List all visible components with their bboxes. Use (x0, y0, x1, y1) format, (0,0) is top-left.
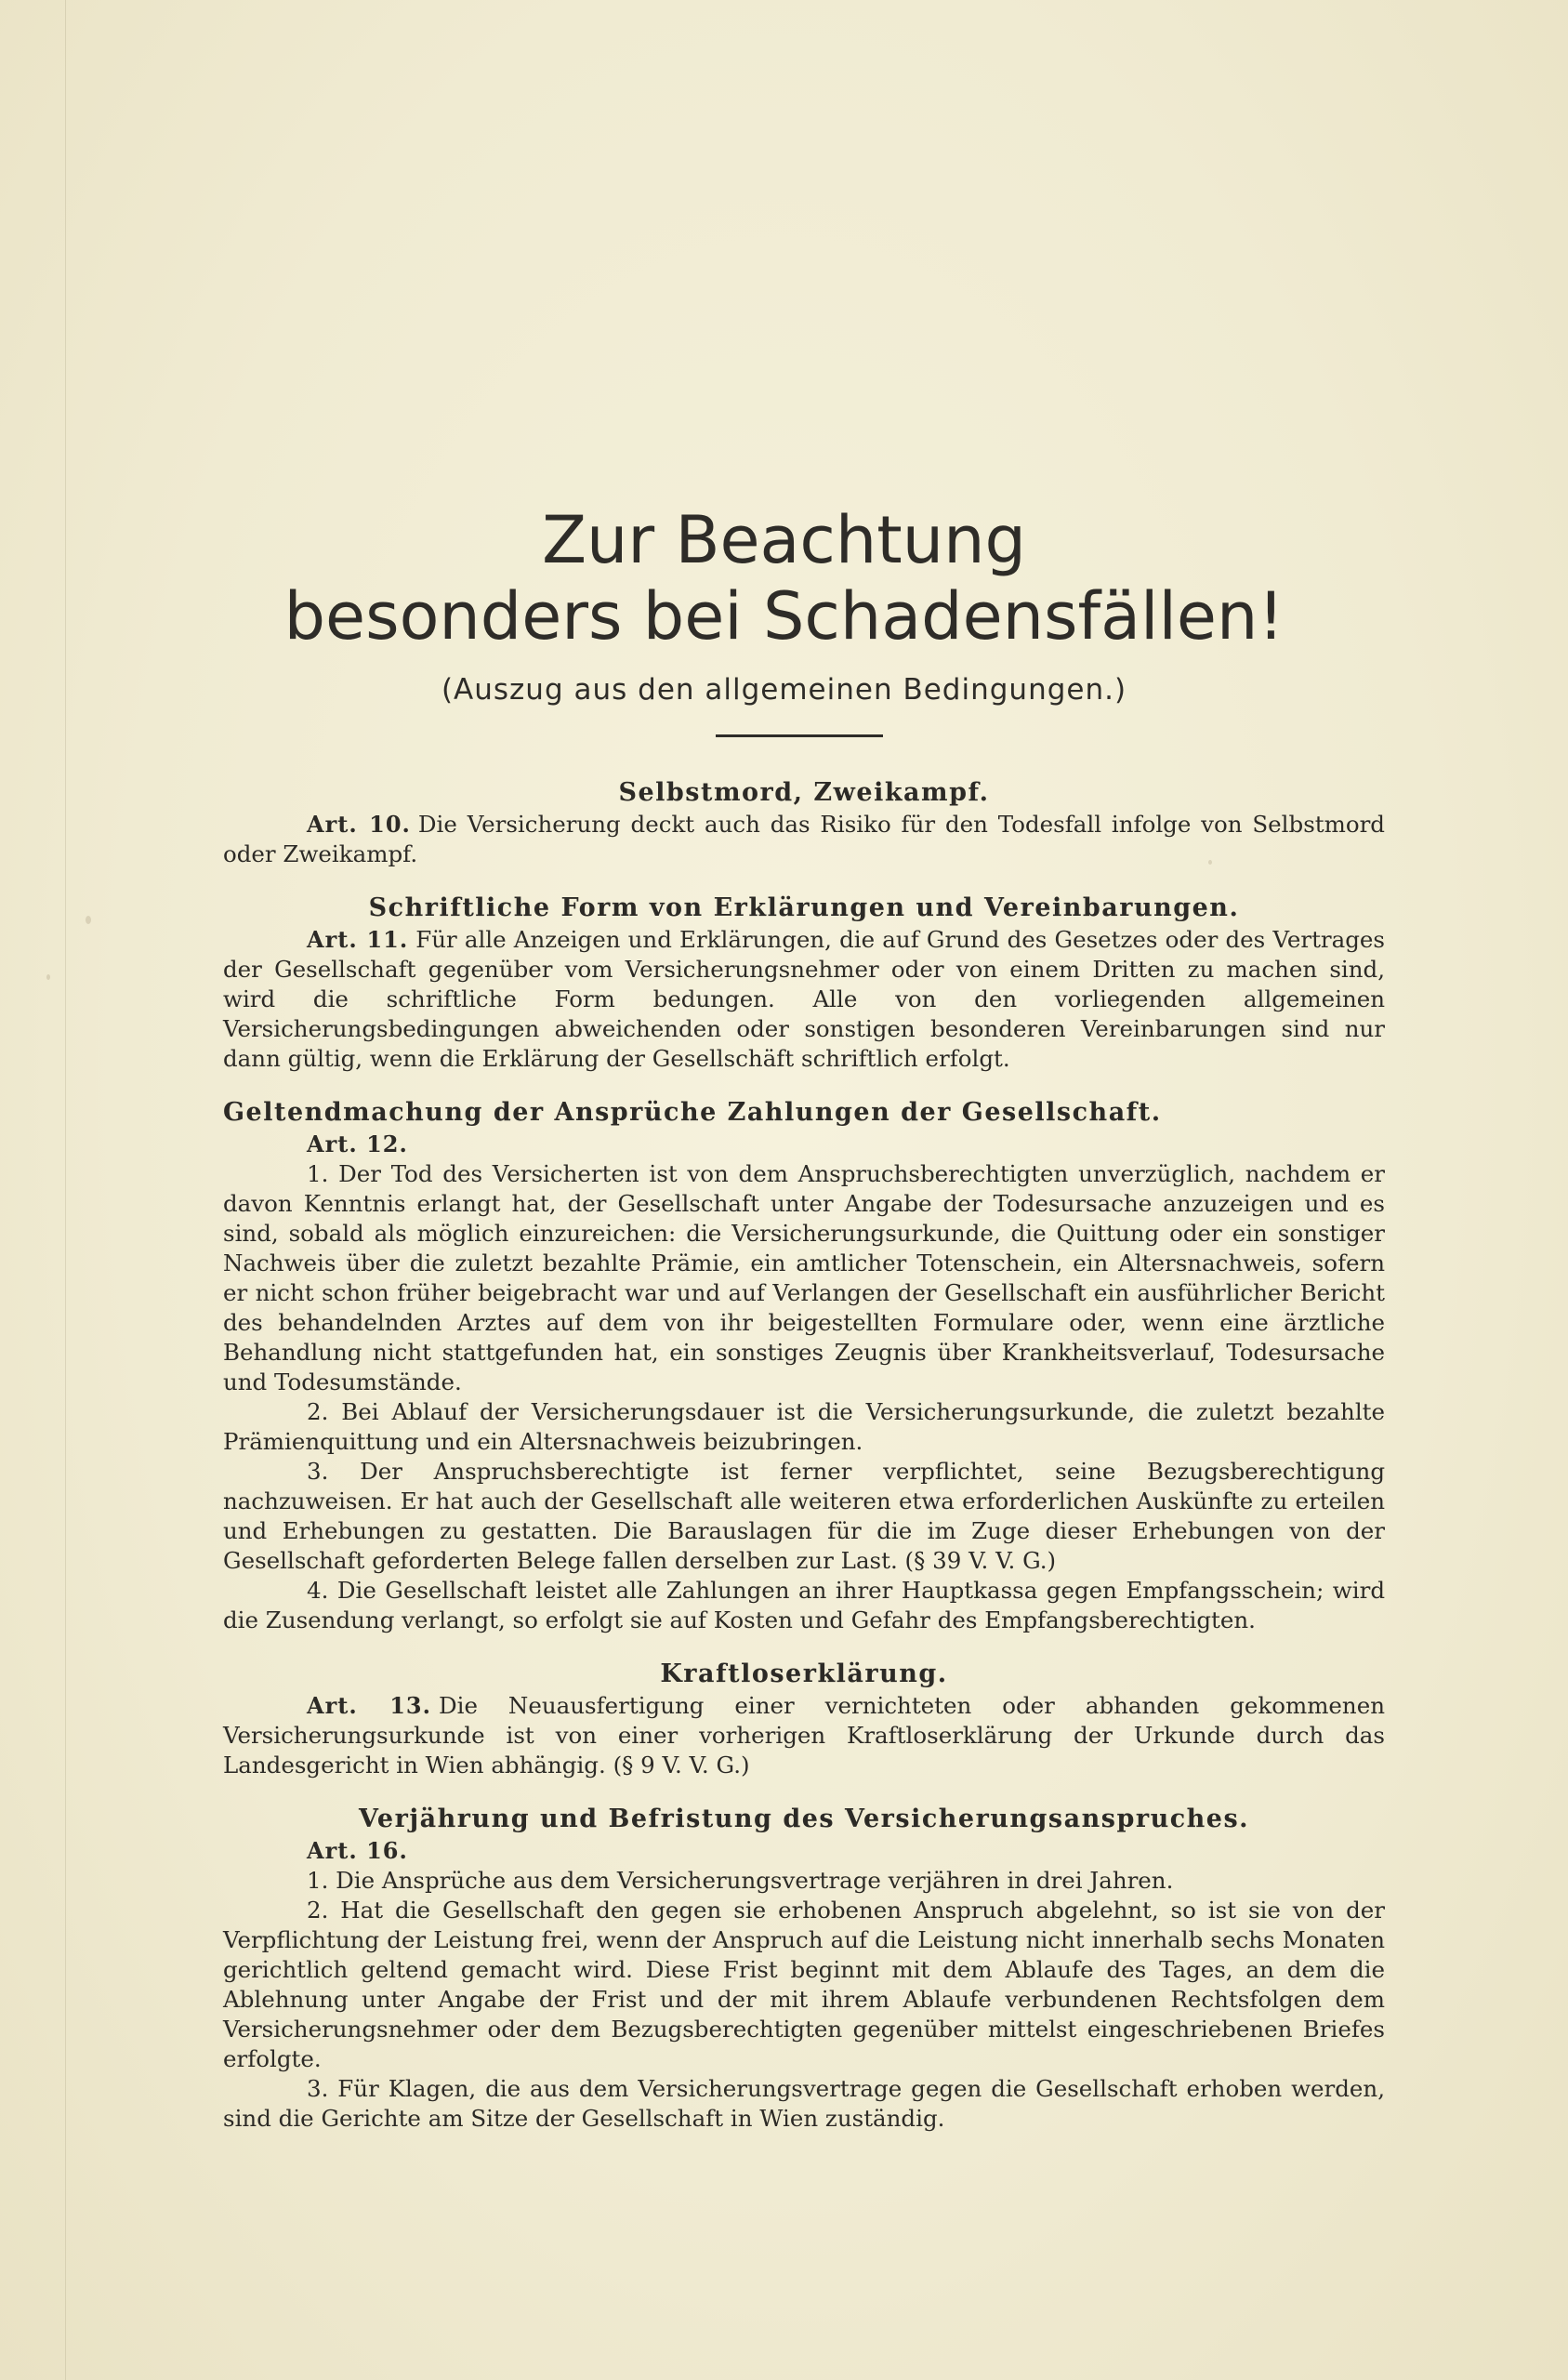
paragraph-text: Für alle Anzeigen und Erklärungen, die auf Grund des Gesetzes oder des Vertrages der Gesellschaft gegenüber vom Versicherungsnehmer oder von einem Dritten zu machen sind, wird die schriftliche Form bedungen. Alle von den vorliegenden allgemeinen Versicherungsbedingungen abweichenden oder sonstigen besonderen Vereinbarungen sind nur dann gültig, wenn die Erklärung der Gesellschäft schriftlich erfolgt. (223, 926, 1385, 1072)
document-title-line1: Zur Beachtung (542, 502, 1026, 578)
section-paragraph: 1. Der Tod des Versicherten ist von dem Anspruchsberechtigten unverzüglich, nachdem er davon Kenntnis erlangt hat, der Gesellschaft unter Angabe der Todesursache anzuzeigen und es sind, sobald als möglich einzureichen: die Versicherungsurkunde, die Quittung oder ein sonstiger Nachweis über die zuletzt bezahlte Prämie, ein amtlicher Totenschein, ein Altersnachweis, sofern er nicht schon früher beigebracht war und auf Verlangen der Gesellschaft ein ausführlicher Bericht des behandelnden Arztes auf dem von ihr beigestellten Formulare oder, wenn eine ärztliche Behandlung nicht stattgefunden hat, ein sonstiges Zeugnis über Krankheitsverlauf, Todesursache und Todesumstände. (223, 1160, 1385, 1395)
title-divider (716, 734, 883, 737)
section-paragraph: 2. Bei Ablauf der Versicherungsdauer ist die Versicherungsurkunde, die zuletzt bezahlte Prämienquittung und ein Altersnachweis beizubringen. (223, 1398, 1385, 1455)
document-title-line2: besonders bei Schadensfällen! (283, 578, 1285, 654)
paragraph-text: Die Versicherung deckt auch das Risiko für den Todesfall infolge von Selbstmord oder Zweikampf. (223, 811, 1385, 867)
document-subtitle: (Auszug aus den allgemeinen Bedingungen.) (441, 673, 1127, 707)
paragraph-text: Die Neuausfertigung einer vernichteten oder abhanden gekommenen Versicherungsurkunde ist von einer vorherigen Kraftloserklärung der Urkunde durch das Landesgericht in Wien abhängig. (§ 9 V. V. G.) (223, 1692, 1385, 1778)
article-number: Art. 13. (307, 1692, 431, 1719)
section-paragraph: 4. Die Gesellschaft leistet alle Zahlungen an ihrer Hauptkassa gegen Empfangsschein; wird die Zusendung verlangt, so erfolgt sie auf Kosten und Gefahr des Empfangsberechtigten. (223, 1577, 1385, 1633)
paper-fold-line (65, 0, 66, 2380)
section-paragraph: 3. Der Anspruchsberechtigte ist ferner verpflichtet, seine Bezugsberechtigung nachzuweisen. Er hat auch der Gesellschaft alle weiteren etwa erforderlichen Auskünfte zu erteilen und Erhebungen zu gestatten. Die Barauslagen für die im Zuge dieser Erhebungen von der Gesellschaft geforderten Belege fallen derselben zur Last. (§ 39 V. V. G.) (223, 1458, 1385, 1574)
section-art-10 (223, 776, 1385, 869)
section-heading: Verjährung und Befristung des Versicherungsanspruches. (358, 1805, 1250, 1833)
section-art-11 (223, 892, 1385, 1074)
article-number: Art. 11. (307, 926, 409, 953)
section-paragraph (223, 810, 1385, 869)
paper-stain (46, 974, 50, 980)
section-paragraph: 3. Für Klagen, die aus dem Versicherungsvertrage gegen die Gesellschaft erhoben werden, sind die Gerichte am Sitze der Gesellschaft in Wien zuständig. (223, 2075, 1385, 2132)
section-art-12 (223, 1096, 1385, 1635)
article-number: Art. 16. (307, 1837, 408, 1864)
section-paragraph (223, 1691, 1385, 1780)
section-art-16 (223, 1803, 1385, 2134)
section-art-13 (223, 1658, 1385, 1780)
section-paragraph: 2. Hat die Gesellschaft den gegen sie erhobenen Anspruch abgelehnt, so ist sie von der Verpflichtung der Leistung frei, wenn der Anspruch auf die Leistung nicht innerhalb sechs Monaten gerichtlich geltend gemacht wird. Diese Frist beginnt mit dem Ablaufe des Tages, an dem die Ablehnung unter Angabe der Frist und der mit ihrem Ablaufe verbundenen Rechtsfolgen dem Versicherungsnehmer oder dem Bezugsberechtigten gegenüber mittelst eingeschriebenen Briefes erfolgte. (223, 1897, 1385, 2072)
section-heading: Selbstmord, Zweikampf. (618, 778, 990, 807)
section-paragraph: 1. Die Ansprüche aus dem Versicherungsvertrage verjähren in drei Jahren. (307, 1867, 1174, 1894)
section-heading: Schriftliche Form von Erklärungen und Vereinbarungen. (368, 893, 1240, 922)
section-heading: Geltendmachung der Ansprüche Zahlungen der Gesellschaft. (223, 1098, 1162, 1127)
document-title-block (0, 502, 1568, 708)
article-number: Art. 10. (307, 811, 411, 838)
article-number: Art. 12. (307, 1130, 408, 1157)
document-body (223, 776, 1385, 2156)
section-paragraph (223, 925, 1385, 1074)
section-heading: Kraftloserklärung. (660, 1659, 948, 1688)
paper-stain (86, 916, 91, 924)
